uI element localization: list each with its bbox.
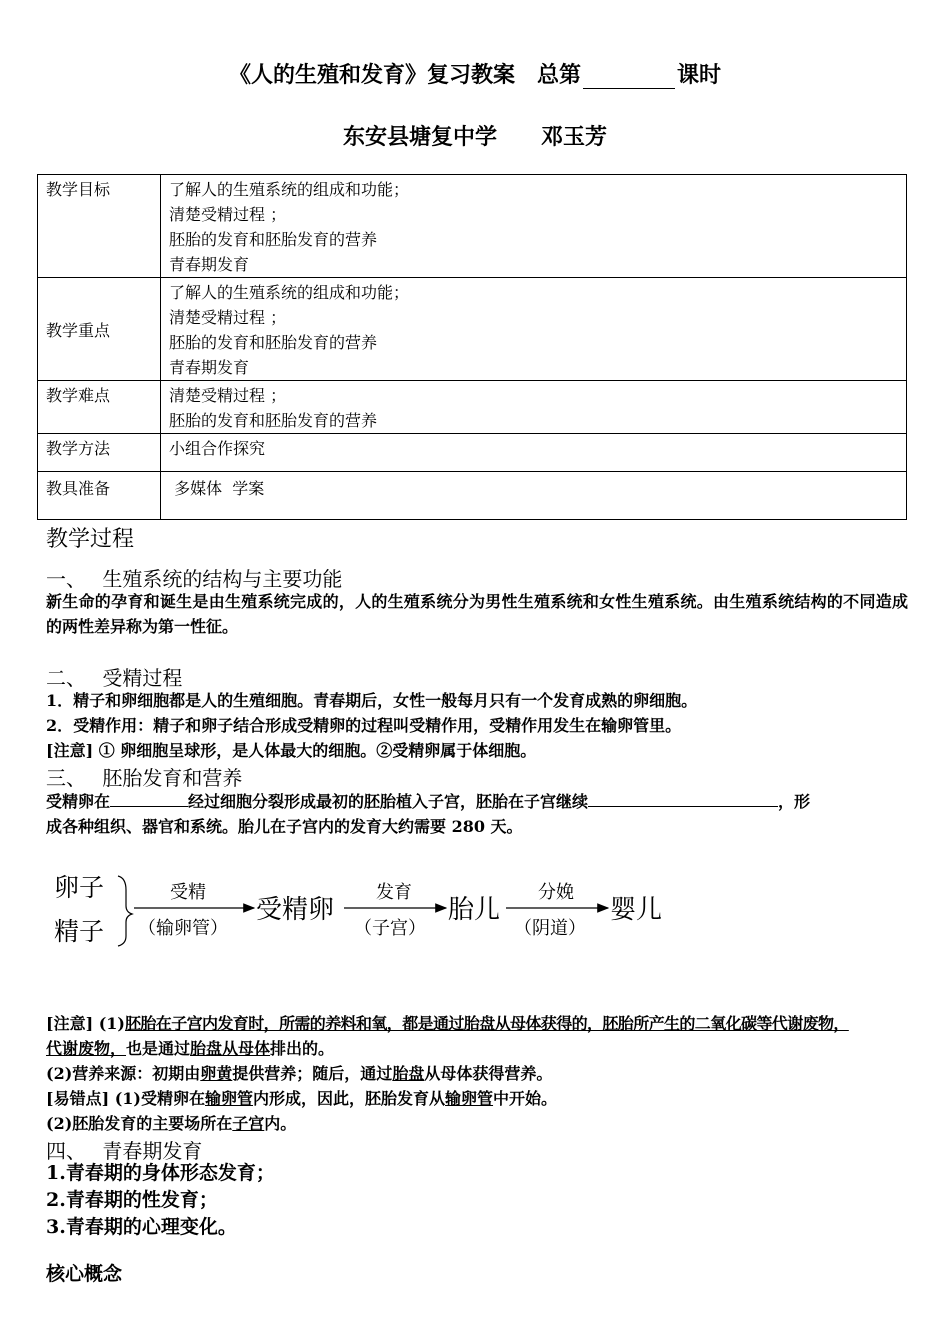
note-2-text-c: 从母体获得营养。: [424, 1064, 553, 1083]
error-2-line: [46, 1111, 908, 1136]
list-item: 2.青春期的性发育；: [46, 1189, 218, 1211]
arrow-3-bottom-label: （阴道）: [514, 918, 586, 939]
error-1-text-a: [易错点] (1)受精卵在: [46, 1089, 205, 1108]
error-1-text-b: 内形成，因此，胚胎发育从: [253, 1089, 446, 1108]
s3-text-b: 经过细胞分裂形成最初的胚胎植入子宫，胚胎在子宫继续: [188, 792, 589, 811]
arrow-2-top-label: 发育: [376, 882, 412, 903]
section-3-line-1: [46, 788, 908, 814]
note-1-underlined-2: 代谢废物，: [46, 1039, 127, 1058]
cell-line: 清楚受精过程 ；: [169, 308, 287, 327]
section-3-line-2: 成各种组织、器官和系统。胎儿在子宫内的发育大约需要 280 天。: [46, 817, 523, 836]
table-row: [38, 434, 907, 472]
sperm-label: 精子: [54, 917, 105, 946]
note-1-prefix: [注意] (1): [46, 1014, 125, 1033]
note-1-line-1: [46, 1011, 908, 1036]
row-label: 教学难点: [38, 381, 161, 434]
cell-line: 青春期发育: [169, 358, 250, 377]
arrow-3-top-label: 分娩: [538, 882, 574, 903]
section-2-note: [注意] ① 卵细胞呈球形，是人体最大的细胞。②受精卵属于体细胞。: [46, 741, 537, 760]
section-2-heading: 二、 受精过程: [46, 666, 183, 690]
note-2-underlined-2: 胎盘: [392, 1064, 425, 1083]
core-concept-heading: 核心概念: [46, 1263, 123, 1285]
cell-line: 清楚受精过程 ；: [169, 205, 287, 224]
cell-line: 胚胎的发育和胚胎发育的营养: [169, 333, 378, 352]
arrow-2-bottom-label: （子宫）: [354, 918, 426, 939]
arrow-1-top-label: 受精: [170, 882, 206, 903]
row-label: 教学重点: [38, 278, 161, 381]
section-4-list: [46, 1160, 908, 1241]
document-title: [0, 58, 950, 89]
table-row: [38, 175, 907, 278]
cell-line: 清楚受精过程 ；: [169, 386, 287, 405]
document-subtitle: 东安县塘复中学 邓玉芳: [342, 124, 607, 150]
list-item: 3.青春期的心理变化。: [46, 1216, 237, 1238]
section-3-heading: 三、 胚胎发育和营养: [46, 766, 243, 790]
cell-line: 胚胎的发育和胚胎发育的营养: [169, 230, 378, 249]
error-1-text-c: 中开始。: [493, 1089, 558, 1108]
section-2-line-2: 2．受精作用：精子和卵子结合形成受精卵的过程叫受精作用，受精作用发生在输卵管里。: [46, 716, 682, 735]
row-content: [161, 381, 907, 434]
egg-label: 卵子: [54, 873, 105, 902]
section-1-heading: 一、 生殖系统的结构与主要功能: [46, 567, 343, 591]
section-2-body: [46, 688, 908, 763]
row-content: [161, 278, 907, 381]
cell-line: 青春期发育: [169, 255, 250, 274]
baby-label: 婴儿: [610, 895, 663, 925]
fetus-label: 胎儿: [448, 895, 501, 925]
note-2-line: [46, 1061, 908, 1086]
error-1-line: [46, 1086, 908, 1111]
error-1-underlined-2: 输卵管: [445, 1089, 494, 1108]
title-text: 《人的生殖和发育》复习教案 总第: [228, 62, 581, 88]
section-3-body: [46, 788, 908, 839]
note-1-underlined-3: 胎盘从母体: [190, 1039, 271, 1058]
development-flow-diagram: [46, 852, 686, 952]
table-row: [38, 278, 907, 381]
note-2-underlined-1: 卵黄: [200, 1064, 233, 1083]
lesson-info-table: [37, 174, 907, 520]
error-2-text-b: 内。: [264, 1114, 297, 1133]
cell-line: 多媒体 学案: [169, 479, 265, 498]
row-content: [161, 175, 907, 278]
list-item: 1.青春期的身体形态发育；: [46, 1162, 275, 1184]
cell-line: 了解人的生殖系统的组成和功能；: [169, 180, 410, 199]
notes-block: [46, 1011, 908, 1136]
arrow-1-bottom-label: （输卵管）: [138, 918, 228, 939]
process-heading: 教学过程: [46, 527, 135, 552]
error-2-underlined: 子宫: [232, 1114, 265, 1133]
zygote-label: 受精卵: [256, 895, 335, 925]
table-row: [38, 381, 907, 434]
brace-icon: [118, 876, 132, 946]
section-4-heading: 四、 青春期发育: [46, 1139, 203, 1163]
note-1-text-b: 排出的。: [270, 1039, 335, 1058]
row-label: 教学方法: [38, 434, 161, 472]
note-2-text-a: (2)营养来源：初期由: [46, 1064, 201, 1083]
error-1-underlined-1: 输卵管: [205, 1089, 254, 1108]
error-2-text-a: (2)胚胎发育的主要场所在: [46, 1114, 233, 1133]
row-label: 教具准备: [38, 472, 161, 520]
note-1-text-a: 也是通过: [126, 1039, 191, 1058]
lesson-number-blank: [583, 66, 675, 89]
note-1-line-2: [46, 1036, 908, 1061]
s3-text-a: 受精卵在: [46, 792, 111, 811]
row-label: 教学目标: [38, 175, 161, 278]
row-content: [161, 434, 907, 472]
cell-line: 了解人的生殖系统的组成和功能；: [169, 283, 410, 302]
cell-line: 小组合作探究: [169, 439, 266, 458]
table-row: [38, 472, 907, 520]
fill-blank: [110, 788, 188, 807]
section-2-line-1: 1．精子和卵细胞都是人的生殖细胞。青春期后，女性一般每月只有一个发育成熟的卵细胞。: [46, 691, 698, 710]
section-1-text: 新生命的孕育和诞生是由生殖系统完成的，人的生殖系统分为男性生殖系统和女性生殖系统。由生殖系统结构的不同造成的两性差异称为第一性征。: [46, 592, 908, 636]
title-suffix: 课时: [677, 62, 722, 88]
cell-line: 胚胎的发育和胚胎发育的营养: [169, 411, 378, 430]
note-1-underlined: 胚胎在子宫内发育时，所需的养料和氧，都是通过胎盘从母体获得的，胚胎所产生的二氧化碳等代谢废物，: [125, 1014, 849, 1033]
fill-blank: [588, 788, 778, 807]
row-content: [161, 472, 907, 520]
note-2-text-b: 提供营养；随后，通过: [232, 1064, 393, 1083]
s3-text-c: ，形: [778, 792, 811, 811]
